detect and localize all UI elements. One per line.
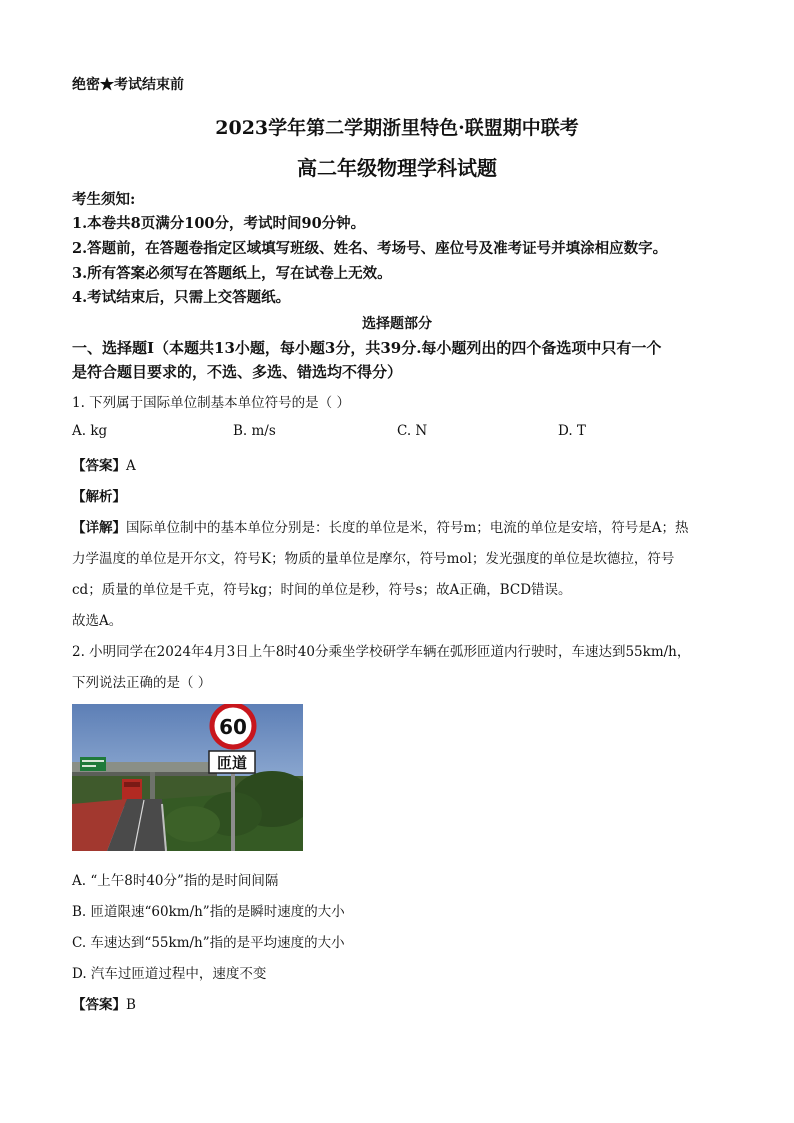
road-scene-illustration	[72, 704, 303, 851]
detail-tag: 【详解】	[72, 520, 126, 536]
question-2-stem: 2. 小明同学在2024年4月3日上午8时40分乘坐学校研学车辆在弧形匝道内行驶时，车速达到55km/h，	[72, 644, 691, 660]
q2-answer	[72, 993, 136, 1013]
q1-option-b: B. m/s	[233, 423, 276, 439]
q1-option-a: A. kg	[72, 423, 108, 439]
q2-option-c: C. 车速达到“55km/h”指的是平均速度的大小	[72, 935, 345, 951]
q2-option-a: A. “上午8时40分”指的是时间间隔	[72, 873, 279, 889]
notice-item: 3.所有答案必须写在答题纸上，写在试卷上无效。	[72, 265, 392, 282]
question-2-stem-cont: 下列说法正确的是（ ）	[72, 675, 212, 691]
confidential-label: 绝密★考试结束前	[72, 77, 184, 93]
detail-text: 国际单位制中的基本单位分别是：长度的单位是米，符号m；电流的单位是安培，符号是A；热	[126, 520, 689, 536]
q1-conclusion: 故选A。	[72, 613, 123, 629]
q1-detail-line: 力学温度的单位是开尔文，符号K；物质的量单位是摩尔，符号mol；发光强度的单位是坎德拉，符号	[72, 551, 675, 567]
q1-detail-line: cd；质量的单位是千克，符号kg；时间的单位是秒，符号s；故A正确，BCD错误。	[72, 582, 572, 598]
exam-subtitle: 高二年级物理学科试题	[297, 156, 497, 180]
answer-value: B	[126, 997, 136, 1013]
notice-heading: 考生须知:	[72, 191, 136, 208]
notice-item: 2.答题前，在答题卷指定区域填写班级、姓名、考场号、座位号及准考证号并填涂相应数字。	[72, 240, 668, 257]
part-one-instructions: 一、选择题Ⅰ（本题共13小题，每小题3分，共39分.每小题列出的四个备选项中只有一个	[72, 339, 662, 357]
q1-option-d: D. T	[558, 423, 586, 439]
exam-title: 2023学年第二学期浙里特色·联盟期中联考	[215, 117, 579, 139]
answer-tag: 【答案】	[72, 997, 126, 1013]
part-one-instructions-cont: 是符合题目要求的，不选、多选、错选均不得分）	[72, 363, 403, 381]
answer-value: A	[126, 458, 136, 474]
ramp-sign-text: 匝道	[216, 754, 248, 772]
q2-option-b: B. 匝道限速“60km/h”指的是瞬时速度的大小	[72, 904, 345, 920]
question-1-stem: 1. 下列属于国际单位制基本单位符号的是（ ）	[72, 395, 350, 411]
q1-analysis-tag: 【解析】	[72, 489, 126, 505]
section-title: 选择题部分	[362, 316, 432, 332]
ramp-speed-limit-photo	[72, 704, 303, 851]
q1-detail-line	[72, 516, 689, 536]
notice-item: 1.本卷共8页满分100分，考试时间90分钟。	[72, 215, 366, 232]
speed-limit-value: 60	[219, 715, 247, 739]
q1-answer	[72, 454, 136, 474]
notice-item: 4.考试结束后，只需上交答题纸。	[72, 289, 291, 306]
q1-option-c: C. N	[397, 423, 428, 439]
answer-tag: 【答案】	[72, 458, 126, 474]
q2-option-d: D. 汽车过匝道过程中，速度不变	[72, 966, 267, 982]
